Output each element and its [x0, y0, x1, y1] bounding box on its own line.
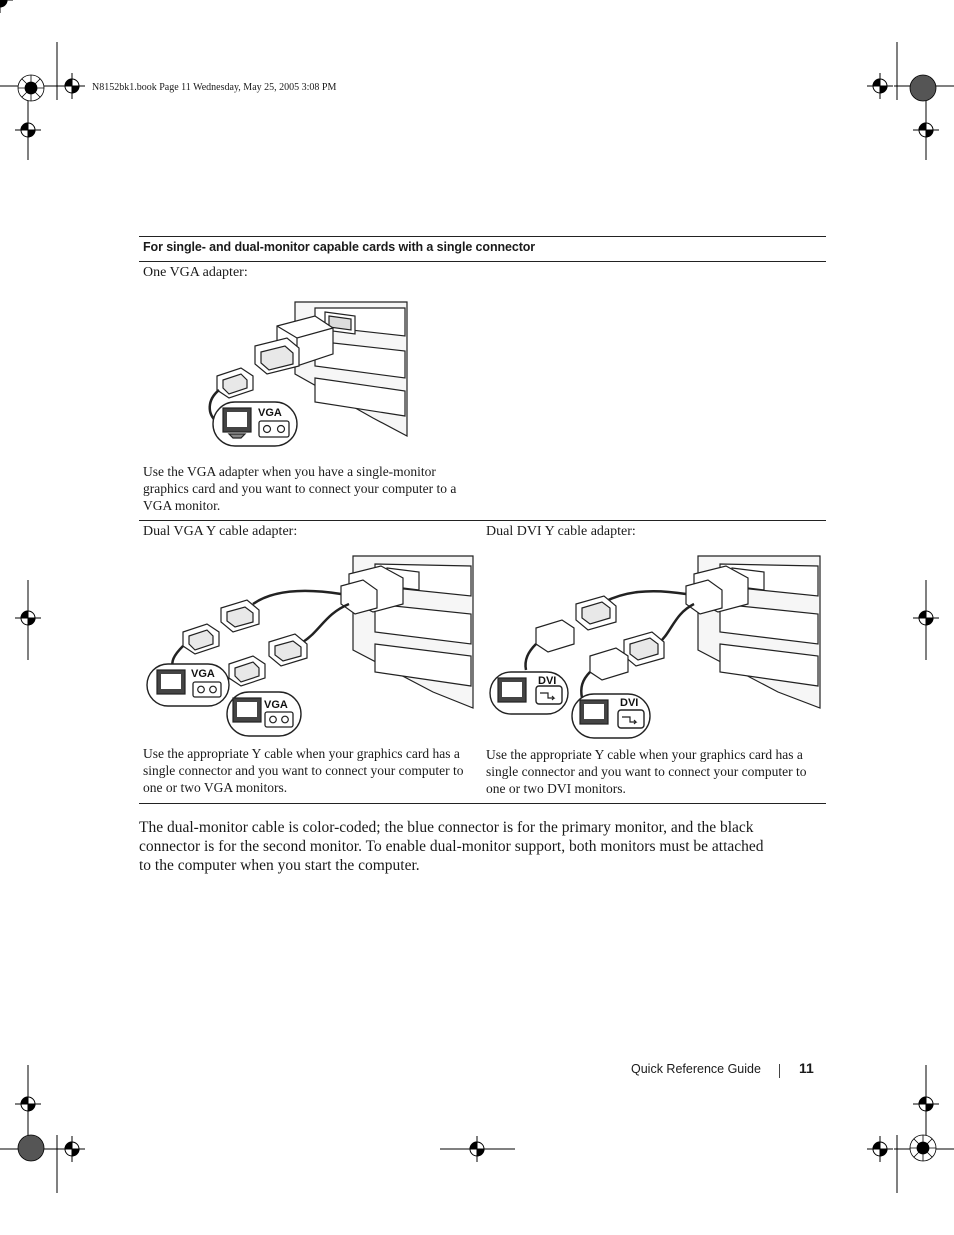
table-top-rule	[139, 236, 826, 237]
body-paragraph: The dual-monitor cable is color-coded; the blue connector is for the primary monitor, and the black connector is for the second monitor. To enable dual-monitor support, both monitors must be attached to the computer when you start the computer.	[139, 819, 764, 874]
footer-separator	[779, 1064, 780, 1078]
dual-dvi-connector-label-1: DVI	[538, 675, 557, 687]
dual-vga-connector-label-1: VGA	[191, 668, 215, 680]
page-number: 11	[799, 1060, 814, 1076]
footer-guide-title: Quick Reference Guide	[631, 1062, 761, 1076]
one-vga-adapter-illustration	[205, 296, 415, 451]
dual-dvi-connector-label-2: DVI	[620, 697, 639, 709]
print-slug: N8152bk1.book Page 11 Wednesday, May 25, 2005 3:08 PM	[92, 82, 337, 93]
dual-vga-caption: Dual VGA Y cable adapter:	[143, 524, 298, 539]
table-row-rule	[139, 520, 826, 521]
dual-vga-connector-label-2: VGA	[264, 699, 288, 711]
dual-vga-description: Use the appropriate Y cable when your graphics card has a single connector and you want to connect your computer to one or two VGA monitors.	[143, 746, 464, 795]
one-vga-connector-label: VGA	[258, 407, 282, 419]
dual-dvi-adapter-illustration	[486, 552, 822, 742]
dual-dvi-description: Use the appropriate Y cable when your graphics card has a single connector and you want to connect your computer to one or two DVI monitors.	[486, 747, 807, 796]
dual-dvi-caption: Dual DVI Y cable adapter:	[486, 524, 636, 539]
dual-vga-adapter-illustration	[143, 552, 478, 742]
table-heading: For single- and dual-monitor capable cards with a single connector	[143, 240, 536, 254]
one-vga-description: Use the VGA adapter when you have a single-monitor graphics card and you want to connect your computer to a VGA monitor.	[143, 464, 457, 513]
table-bottom-rule	[139, 803, 826, 804]
table-header-rule	[139, 261, 826, 262]
one-vga-caption: One VGA adapter:	[143, 265, 248, 280]
